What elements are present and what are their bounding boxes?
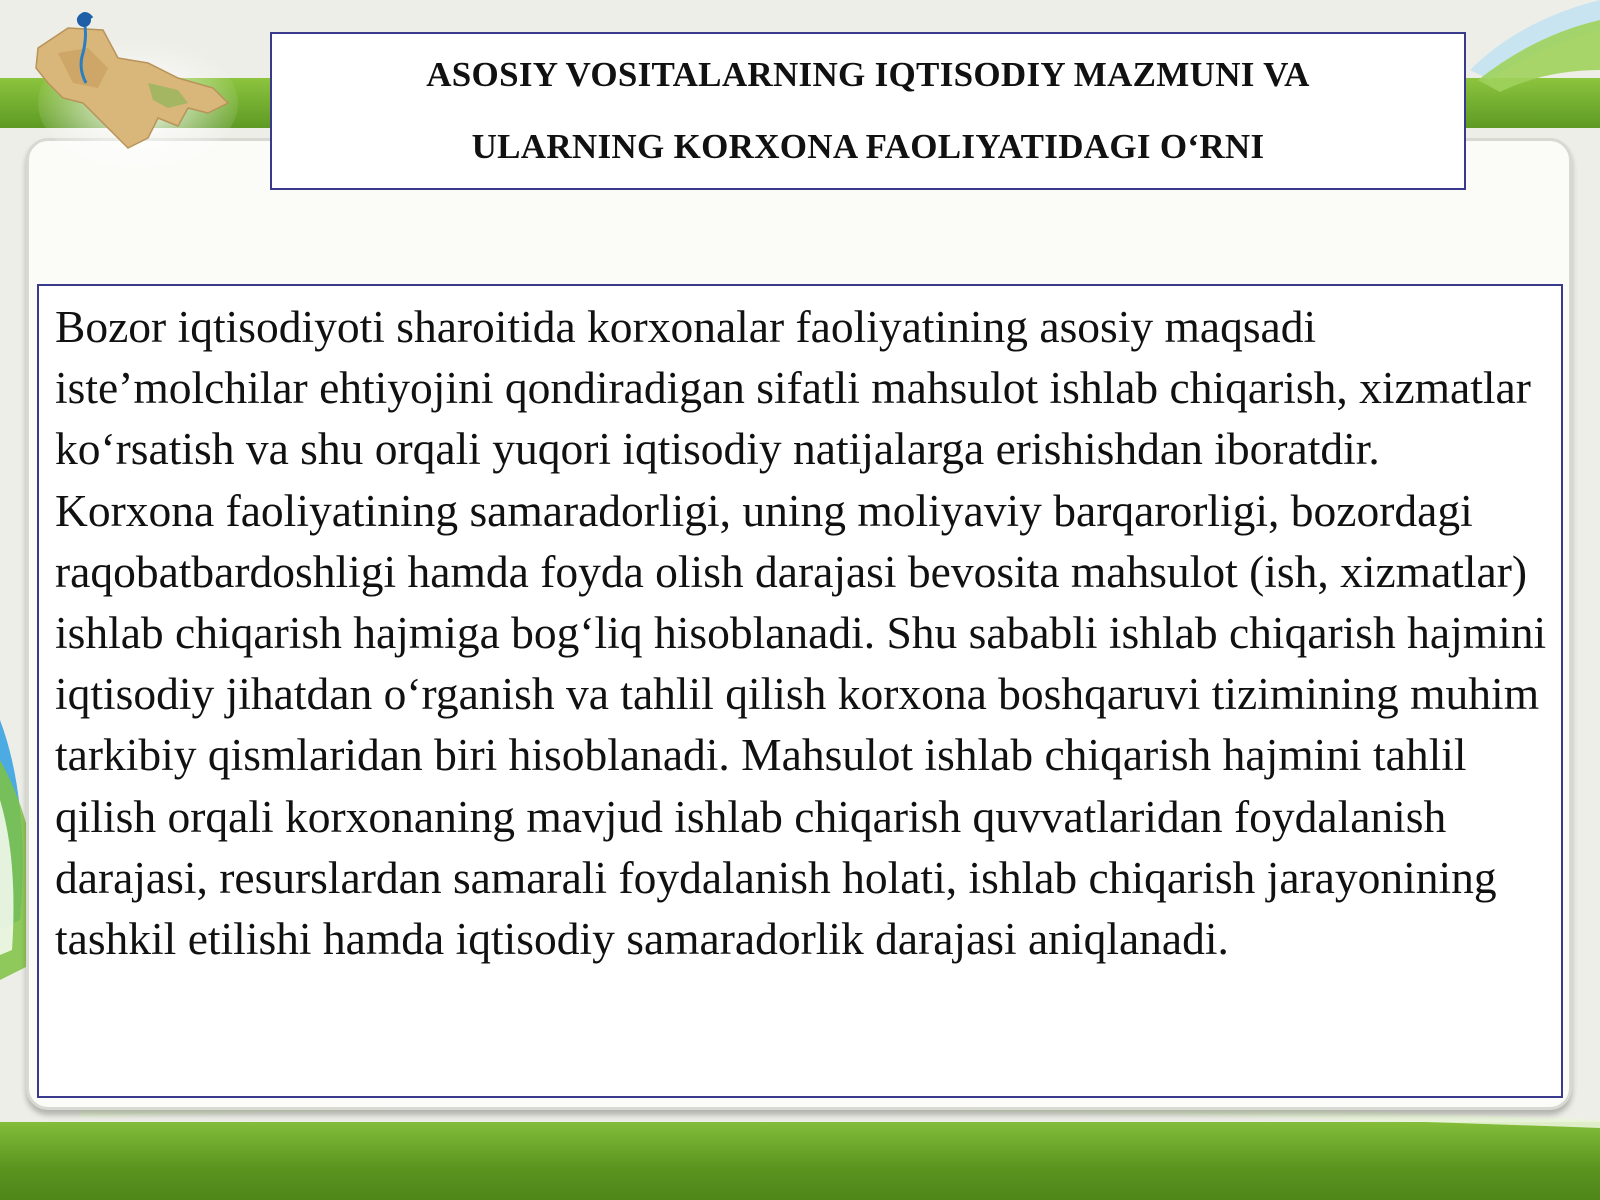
title-line-2: ULARNING KORXONA FAOLIYATIDAGI O‘RNI: [471, 127, 1265, 166]
uzbekistan-map-icon: [28, 8, 238, 168]
body-paragraph: Bozor iqtisodiyoti sharoitida korxonalar faoliyatining asosiy maqsadi iste’molchilar ehtiyojini qondiradigan sifatli mahsulot ishlab chiqarish, xizmatlar ko‘rsatish va shu orqali yuqori iqtisodiy natijalarga erishishdan iboratdir. Korxona faoliyatining samaradorligi, uning moliyaviy barqarorligi, bozordagi raqobatbardoshligi hamda foyda olish darajasi bevosita mahsulot (ish, xizmatlar) ishlab chiqarish hajmiga bog‘liq hisoblanadi. Shu sababli ishlab chiqarish hajmini iqtisodiy jihatdan o‘rganish va tahlil qilish korxona boshqaruvi tizimining muhim tarkibiy qismlaridan biri hisoblanadi. Mahsulot ishlab chiqarish hajmini tahlil qilish orqali korxonaning mavjud ishlab chiqarish quvvatlaridan foydalanish darajasi, resurslardan samarali foydalanish holati, ishlab chiqarish jarayonining tashkil etilishi hamda iqtisodiy samaradorlik darajasi aniqlanadi.: [55, 301, 1547, 965]
slide-title: [270, 32, 1466, 190]
bottom-green-band: [0, 1122, 1600, 1200]
body-text-box: [37, 284, 1563, 1098]
title-line-1: ASOSIY VOSITALARNING IQTISODIY MAZMUNI VA: [426, 55, 1310, 94]
